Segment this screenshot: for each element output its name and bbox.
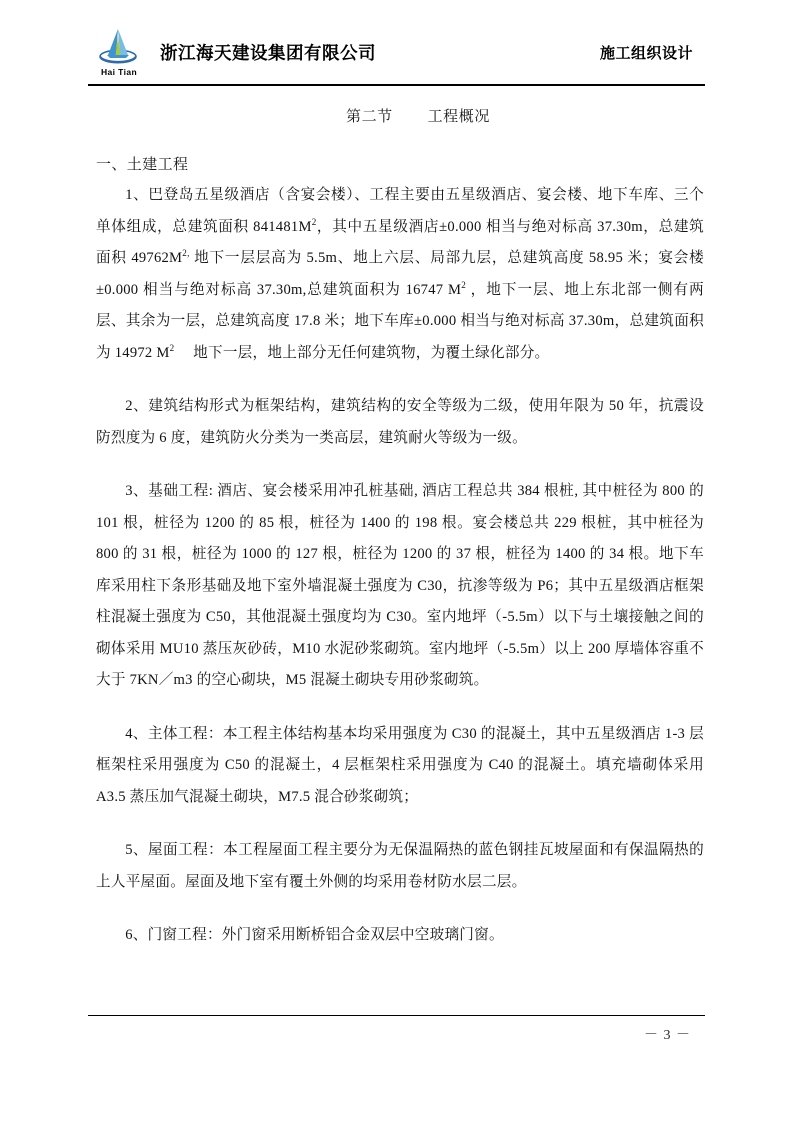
body-paragraph: 6、门窗工程：外门窗采用断桥铝合金双层中空玻璃门窗。 xyxy=(125,927,504,943)
body-paragraph: 3、基础工程: 酒店、宴会楼采用冲孔桩基础, 酒店工程总共 384 根桩, 其中桩径为 800 的 101 根，桩径为 1200 的 85 根，桩径为 1400 的 198 根。宴会楼总共 229 根桩，其中桩径为 800 的 31 根，桩径为 1000 的 127 根，桩径为 1200 的 37 根，桩径为 1400 的 34 根。地下车库采用柱下条形基础及地下室外墙混凝土强度为 C30，抗渗等级为 P6；其中五星级酒店框架柱混凝土强度为 C50，其他混凝土强度均为 C30。室内地坪（-5.5m）以下与土壤接触之间的砌体采用 MU10 蒸压灰砂砖，M10 水泥砂浆砌筑。室内地坪（-5.5m）以上 200 厚墙体容重不大于 7KN／m3 的空心砌块，M5 混凝土砌块专用砂浆砌筑。 xyxy=(96,483,704,688)
header-divider xyxy=(88,84,705,86)
footer-divider xyxy=(88,1015,705,1016)
header-row xyxy=(88,26,705,78)
document-content xyxy=(96,100,704,952)
page-header xyxy=(88,26,705,82)
section-heading: 一、土建工程 xyxy=(96,157,189,173)
body-paragraph: 4、主体工程：本工程主体结构基本均采用强度为 C30 的混凝土，其中五星级酒店 1-3 层框架柱采用强度为 C50 的混凝土，4 层框架柱采用强度为 C40 的混凝土。填充墙砌体采用 A3.5 蒸压加气混凝土砌块，M7.5 混合砂浆砌筑； xyxy=(96,725,704,805)
document-type-label: 施工组织设计 xyxy=(599,43,693,62)
company-logo xyxy=(88,26,148,78)
company-name: 浙江海天建设集团有限公司 xyxy=(160,43,376,64)
body-paragraph: 1、巴登岛五星级酒店（含宴会楼）、工程主要由五星级酒店、宴会楼、地下车库、三个单体组成，总建筑面积 $841481M^2$，其中五星级酒店±0.000 相当与绝对标高 37.30m，总建筑面积 $49762M^{2,}$ 地下一层层高为 5.5m、地上六层、局部九层，总建筑高度 58.95 米；宴会楼±0.000 相当与绝对标高 37.30m,总建筑面积为 16747 $M^2$ ，地下一层、地上东北部一侧有两层、其余为一层，总建筑高度 17.8 米；地下车库±0.000 相当与绝对标高 37.30m，总建筑面积为 14972 $M^2$ 地下一层，地上部分无任何建筑物，为覆土绿化部分。 xyxy=(96,187,705,361)
logo-wordmark: Hai Tian xyxy=(100,67,138,77)
page-title: 第二节 工程概况 xyxy=(345,109,490,125)
haitian-building-logo-icon xyxy=(90,26,146,68)
body-paragraph: 2、建筑结构形式为框架结构，建筑结构的安全等级为二级，使用年限为 50 年，抗震设防烈度为 6 度，建筑防火分类为一类高层，建筑耐火等级为一级。 xyxy=(96,398,704,446)
paragraph-list xyxy=(96,180,704,952)
page-number: － 3 － xyxy=(644,1028,691,1043)
body-paragraph: 5、屋面工程：本工程屋面工程主要分为无保温隔热的蓝色钢挂瓦坡屋面和有保温隔热的上人平屋面。屋面及地下室有覆土外侧的均采用卷材防水层二层。 xyxy=(96,842,704,890)
